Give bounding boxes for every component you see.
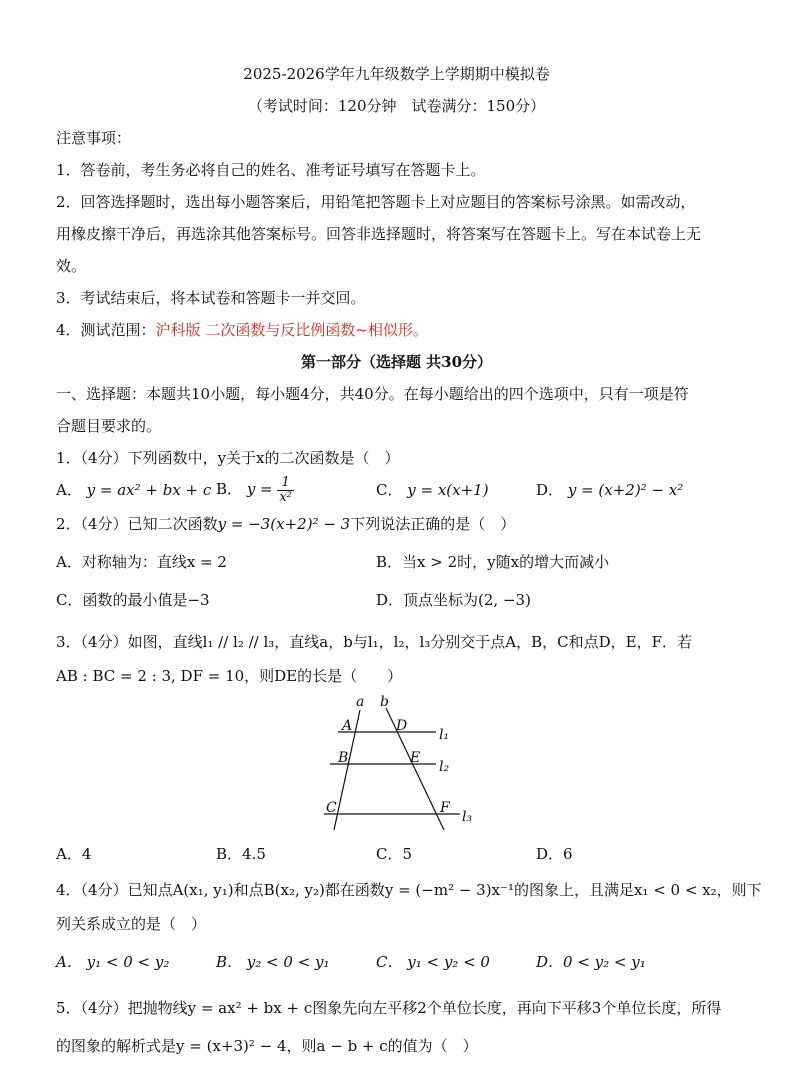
q2-option-c: C．函数的最小值是−3: [56, 591, 210, 609]
exam-subtitle: （考试时间：120分钟 试卷满分：150分）: [247, 97, 546, 115]
q2-option-b: B．当x > 2时，y随x的增大而减小: [376, 553, 610, 571]
q1-option-b: [216, 472, 294, 506]
q5-line-2: 的图象的解析式是y = (x+3)² − 4，则a − b + c的值为（ ）: [56, 1037, 478, 1055]
q1-c-expr: y = x(x+1): [407, 481, 489, 499]
q1-c-label: C．: [376, 481, 403, 499]
q4-option-a: A． y₁ < 0 < y₂: [56, 953, 170, 971]
notice-item-4: [56, 320, 428, 340]
q3-option-b: B．4.5: [216, 845, 266, 863]
q4-option-d: D．0 < y₂ < y₁: [536, 953, 646, 971]
q3-option-d: D．6: [536, 845, 573, 863]
q2-stem-pre: 2．（4分）已知二次函数: [56, 515, 218, 533]
q4-line-2: 列关系成立的是（ ）: [56, 915, 207, 933]
label-F: F: [440, 800, 450, 816]
part1-intro-line-2: 合题目要求的。: [56, 417, 162, 435]
label-C: C: [326, 800, 337, 816]
q3-option-a: A．4: [56, 845, 92, 863]
label-l2: l₂: [439, 759, 450, 775]
q2-stem: [56, 514, 515, 534]
notice-item-2-line-2: 用橡皮擦干净后，再选涂其他答案标号。回答非选择题时，将答案写在答题卡上。写在本试卷上无: [56, 225, 702, 243]
label-b: b: [380, 694, 389, 710]
notice-item-1: 1．答卷前，考生务必将自己的姓名、准考证号填写在答题卡上。: [56, 161, 486, 179]
q3-option-c: C．5: [376, 845, 413, 863]
q1-option-c: [376, 480, 489, 500]
q1-option-a: [56, 480, 211, 500]
label-l3: l₃: [462, 809, 473, 825]
notice-item-2-line-3: 效。: [56, 257, 87, 275]
q2-stem-post: 下列说法正确的是（ ）: [350, 515, 516, 533]
q2-option-d: D．顶点坐标为(2, −3): [376, 591, 531, 609]
label-D: D: [396, 718, 408, 734]
notice-item-4-prefix: 4．测试范围：: [56, 321, 156, 339]
q1-a-label: A．: [56, 481, 82, 499]
q1-b-numerator: 1: [277, 476, 294, 491]
label-E: E: [410, 750, 421, 766]
part1-intro-line-1: 一、选择题：本题共10小题，每小题4分，共40分。在每小题给出的四个选项中，只有一项是符: [56, 385, 689, 403]
line-b: [386, 708, 444, 830]
label-l1: l₁: [439, 727, 450, 743]
test-range: 沪科版 二次函数与反比例函数~相似形。: [155, 321, 428, 339]
q3-line-2: AB : BC = 2 : 3, DF = 10，则DE的长是（ ）: [56, 667, 403, 685]
q1-b-label: B．: [216, 480, 243, 498]
notice-heading: 注意事项：: [56, 129, 132, 147]
notice-item-2-line-1: 2．回答选择题时，选出每小题答案后，用铅笔把答题卡上对应题目的答案标号涂黑。如需改动，: [56, 193, 696, 211]
label-A: A: [342, 718, 353, 734]
q4-line-1: 4．（4分）已知点A(x₁, y₁)和点B(x₂, y₂)都在函数y = (−m² − 3)x⁻¹的图象上，且满足x₁ < 0 < x₂，则下: [56, 881, 762, 899]
q4-option-c: C． y₁ < y₂ < 0: [376, 953, 490, 971]
q5-line-1: 5．（4分）把抛物线y = ax² + bx + c图象先向左平移2个单位长度，再向下平移3个单位长度，所得: [56, 999, 722, 1017]
q1-b-fraction: [277, 476, 294, 505]
q3-figure: [316, 694, 486, 834]
q1-b-pre: y =: [246, 480, 273, 498]
q1-b-denominator: x²: [279, 489, 292, 505]
label-B: B: [338, 750, 349, 766]
q2-option-a: A．对称轴为：直线x = 2: [56, 553, 227, 571]
q1-a-expr: y = ax² + bx + c: [86, 481, 212, 499]
q1-d-expr: y = (x+2)² − x²: [567, 481, 684, 499]
label-a: a: [356, 694, 365, 710]
q4-option-b: B． y₂ < 0 < y₁: [216, 953, 330, 971]
part1-title: 第一部分（选择题 共30分）: [300, 353, 493, 371]
q1-stem: 1．（4分）下列函数中，y关于x的二次函数是（ ）: [56, 449, 400, 467]
q3-line-1: 3．（4分）如图，直线l₁ // l₂ // l₃，直线a，b与l₁，l₂，l₃分别交于点A，B，C和点D，E，F．若: [56, 633, 693, 651]
q1-d-label: D．: [536, 481, 564, 499]
q1-option-d: [536, 480, 683, 500]
notice-item-3: 3．考试结束后，将本试卷和答题卡一并交回。: [56, 289, 366, 307]
q2-stem-expr: y = −3(x+2)² − 3: [217, 515, 351, 533]
exam-title: 2025-2026学年九年级数学上学期期中模拟卷: [243, 65, 550, 83]
